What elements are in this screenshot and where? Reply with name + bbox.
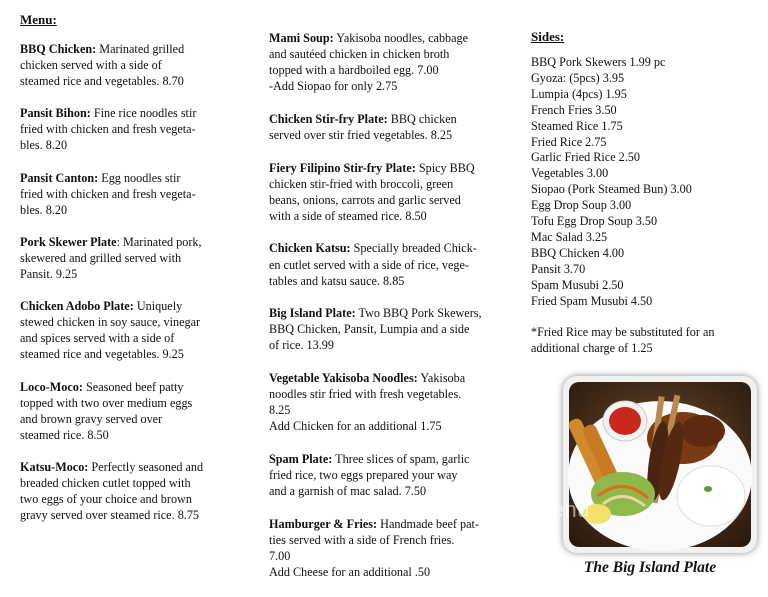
menu-item-description-line xyxy=(20,346,242,362)
menu-item-text: Three slices of spam, garlic xyxy=(332,451,470,466)
menu-item-text: Egg noodles stir xyxy=(98,170,181,185)
menu-item-name: Pansit Canton: xyxy=(20,170,99,185)
menu-item xyxy=(269,451,509,499)
menu-item xyxy=(20,298,242,362)
menu-item-name: Pork Skewer Plate xyxy=(20,234,117,249)
menu-item-description-line xyxy=(269,46,509,62)
menu-item-name: Chicken Stir-fry Plate: xyxy=(269,111,388,126)
menu-item-title-line xyxy=(269,111,509,127)
menu-item-description-line xyxy=(269,532,509,548)
menu-item-description-line xyxy=(269,257,509,273)
menu-item-name: Spam Plate: xyxy=(269,451,333,466)
menu-item xyxy=(269,516,509,580)
menu-item-text: BBQ Chicken, Pansit, Lumpia and a side xyxy=(269,322,470,337)
menu-item-description-line xyxy=(269,321,509,337)
menu-item-description-line xyxy=(20,121,242,137)
menu-item xyxy=(20,41,242,89)
menu-item-description-line xyxy=(269,337,509,353)
menu-item-text: steamed rice and vegetables. 8.70 xyxy=(20,74,184,89)
side-item: Gyoza: (5pcs) 3.95 xyxy=(531,70,625,85)
menu-item xyxy=(269,370,509,434)
menu-item-description-line xyxy=(20,395,242,411)
menu-item-text: noodles stir fried with fresh vegetables. xyxy=(269,387,462,402)
sides-column xyxy=(531,29,756,356)
menu-item-description-line xyxy=(20,266,242,282)
menu-item-text: Pansit. 9.25 xyxy=(20,267,78,282)
note-line: additional charge of 1.25 xyxy=(531,340,653,355)
menu-item-text: and a garnish of mac salad. 7.50 xyxy=(269,484,427,499)
menu-item-text: Seasoned beef patty xyxy=(82,379,184,394)
menu-item-description-line xyxy=(20,57,242,73)
menu-items-middle xyxy=(269,30,509,580)
menu-item-text: gravy served over steamed rice. 8.75 xyxy=(20,508,200,523)
menu-item-text: topped with a hardboiled egg. 7.00 xyxy=(269,63,439,78)
menu-item xyxy=(20,105,242,153)
menu-item-title-line xyxy=(20,379,242,395)
side-item: Steamed Rice 1.75 xyxy=(531,118,623,133)
menu-item-text: Yakisoba noodles, cabbage xyxy=(333,31,469,45)
menu-item xyxy=(20,459,242,523)
menu-item-description-line xyxy=(269,176,509,192)
side-item: Garlic Fried Rice 2.50 xyxy=(531,150,640,165)
menu-item-text: two eggs of your choice and brown xyxy=(20,492,192,507)
menu-item-text: stewed chicken in soy sauce, vinegar xyxy=(20,315,201,330)
menu-item-text: Yakisoba xyxy=(417,371,466,385)
menu-item-name: Chicken Katsu: xyxy=(269,241,351,256)
menu-item-text: Add Chicken for an additional 1.75 xyxy=(269,419,442,434)
menu-item-name: Pansit Bihon: xyxy=(20,106,91,121)
menu-item-description-line xyxy=(269,62,509,78)
menu-item-text: Specially breaded Chick- xyxy=(350,241,477,256)
menu-item-description-line xyxy=(269,78,509,94)
menu-item-text: bles. 8.20 xyxy=(20,138,68,153)
menu-item-text: : Marinated pork, xyxy=(116,234,202,249)
photo-caption: The Big Island Plate xyxy=(583,559,717,576)
menu-item-title-line xyxy=(20,298,242,314)
menu-item-text: skewered and grilled served with xyxy=(20,250,182,265)
menu-item-text: en cutlet served with a side of rice, vege- xyxy=(269,257,469,272)
menu-item-text: and spices served with a side of xyxy=(20,331,175,346)
note-line: *Fried Rice may be substituted for an xyxy=(531,324,715,339)
menu-item-description-line xyxy=(20,475,242,491)
menu-item-text: steamed rice. 8.50 xyxy=(20,427,109,442)
menu-item-title-line xyxy=(269,240,509,256)
menu-items-left xyxy=(20,41,242,523)
fried-rice-note xyxy=(531,324,756,356)
side-item: Lumpia (4pcs) 1.95 xyxy=(531,86,627,101)
menu-item-name: BBQ Chicken: xyxy=(20,42,97,56)
menu-item xyxy=(269,240,509,288)
menu-item-description-line xyxy=(20,411,242,427)
side-item: Egg Drop Soup 3.00 xyxy=(531,198,632,213)
menu-item-description-line xyxy=(20,491,242,507)
menu-item-description-line xyxy=(269,402,509,418)
menu-item-description-line xyxy=(20,250,242,266)
menu-item-text: Handmade beef pat- xyxy=(377,516,479,531)
menu-item-title-line xyxy=(269,516,509,532)
menu-item-description-line xyxy=(20,507,242,523)
menu-item-text: and sautéed chicken in chicken broth xyxy=(269,47,450,62)
menu-item-description-line xyxy=(20,314,242,330)
big-island-plate-photo xyxy=(563,376,757,553)
menu-item-title-line xyxy=(269,451,509,467)
menu-item-description-line xyxy=(269,127,509,143)
side-item: Vegetables 3.00 xyxy=(531,166,609,181)
menu-item-text: Uniquely xyxy=(133,299,183,314)
menu-item-text: served over stir fried vegetables. 8.25 xyxy=(269,127,453,142)
menu-item-description-line xyxy=(20,427,242,443)
menu-item-name: Vegetable Yakisoba Noodles: xyxy=(269,371,418,385)
menu-item-description-line xyxy=(269,418,509,434)
menu-item-name: Big Island Plate: xyxy=(269,306,356,321)
menu-item xyxy=(269,160,509,224)
menu-item-text: Two BBQ Pork Skewers, xyxy=(355,306,482,321)
menu-item xyxy=(20,379,242,443)
menu-item-name: Fiery Filipino Stir-fry Plate: xyxy=(269,160,416,175)
menu-item-text: chicken served with a side of xyxy=(20,58,162,73)
side-item: BBQ Pork Skewers 1.99 pc xyxy=(531,55,666,69)
sides-heading: Sides: xyxy=(531,29,565,44)
menu-item-description-line xyxy=(269,208,509,224)
menu-item-text: -Add Siopao for only 2.75 xyxy=(269,79,398,94)
menu-item-title-line xyxy=(269,305,509,321)
menu-item-text: ties served with a side of French fries. xyxy=(269,532,455,547)
menu-item xyxy=(269,111,509,143)
menu-item-description-line xyxy=(20,186,242,202)
side-item: BBQ Chicken 4.00 xyxy=(531,245,625,260)
menu-item-text: of rice. 13.99 xyxy=(269,338,334,353)
menu-item-text: fried with chicken and fresh vegeta- xyxy=(20,186,196,201)
side-item: Tofu Egg Drop Soup 3.50 xyxy=(531,214,658,229)
sides-list xyxy=(531,55,756,310)
food-plate-illustration xyxy=(563,376,757,553)
menu-heading: Menu: xyxy=(20,12,57,27)
menu-item-text: BBQ chicken xyxy=(387,111,457,126)
menu-item-name: Mami Soup: xyxy=(269,31,334,45)
menu-item-text: with a side of steamed rice. 8.50 xyxy=(269,208,427,223)
menu-item-name: Loco-Moco: xyxy=(20,379,83,394)
menu-item-description-line xyxy=(20,137,242,153)
menu-column-left xyxy=(20,12,242,539)
menu-column-middle xyxy=(269,30,509,597)
menu-item xyxy=(269,30,509,94)
side-item: Mac Salad 3.25 xyxy=(531,229,608,244)
menu-item-description-line xyxy=(269,467,509,483)
watermark: menu xyxy=(533,497,591,522)
menu-item-name: Chicken Adobo Plate: xyxy=(20,299,134,314)
menu-item-description-line xyxy=(20,202,242,218)
menu-item-text: Perfectly seasoned and xyxy=(88,459,204,474)
menu-item-title-line xyxy=(20,105,242,121)
menu-item-text: fried with chicken and fresh vegeta- xyxy=(20,122,196,137)
side-item: French Fries 3.50 xyxy=(531,102,617,117)
menu-item-name: Katsu-Moco: xyxy=(20,459,89,474)
menu-item-description-line xyxy=(269,273,509,289)
menu-item-text: topped with two over medium eggs xyxy=(20,395,193,410)
menu-item-text: Spicy BBQ xyxy=(415,160,475,175)
side-item: Fried Rice 2.75 xyxy=(531,134,607,149)
menu-item-title-line xyxy=(20,170,242,186)
menu-item xyxy=(20,234,242,282)
menu-item-description-line xyxy=(20,73,242,89)
menu-item xyxy=(269,305,509,353)
menu-item-text: Fine rice noodles stir xyxy=(90,106,197,121)
side-item: Fried Spam Musubi 4.50 xyxy=(531,293,653,308)
side-item: Pansit 3.70 xyxy=(531,261,586,276)
menu-item-description-line xyxy=(269,483,509,499)
menu-item-description-line xyxy=(20,330,242,346)
menu-item-text: tables and katsu sauce. 8.85 xyxy=(269,273,405,288)
menu-item-description-line xyxy=(269,192,509,208)
menu-item-text: steamed rice and vegetables. 9.25 xyxy=(20,347,184,362)
menu-item-text: 8.25 xyxy=(269,403,291,418)
menu-item-title-line xyxy=(20,41,242,57)
menu-item-description-line xyxy=(269,548,509,564)
menu-item-text: breaded chicken cutlet topped with xyxy=(20,475,191,490)
side-item: Siopao (Pork Steamed Bun) 3.00 xyxy=(531,182,692,197)
menu-item-title-line xyxy=(269,370,509,386)
menu-item-text: Add Cheese for an additional .50 xyxy=(269,564,431,579)
menu-item-title-line xyxy=(20,234,242,250)
side-item: Spam Musubi 2.50 xyxy=(531,277,624,292)
menu-item-text: chicken stir-fried with broccoli, green xyxy=(269,176,454,191)
menu-item-text: beans, onions, carrots and garlic served xyxy=(269,192,461,207)
menu-item-title-line xyxy=(269,30,509,46)
menu-item-description-line xyxy=(269,386,509,402)
menu-item xyxy=(20,170,242,218)
menu-item-description-line xyxy=(269,564,509,580)
menu-item-text: 7.00 xyxy=(269,548,291,563)
menu-item-name: Hamburger & Fries: xyxy=(269,516,378,531)
menu-item-text: Marinated grilled xyxy=(96,42,185,56)
menu-item-text: and brown gravy served over xyxy=(20,411,163,426)
menu-item-text: bles. 8.20 xyxy=(20,202,68,217)
menu-item-title-line xyxy=(269,160,509,176)
menu-item-text: fried rice, two eggs prepared your way xyxy=(269,467,458,482)
menu-item-title-line xyxy=(20,459,242,475)
